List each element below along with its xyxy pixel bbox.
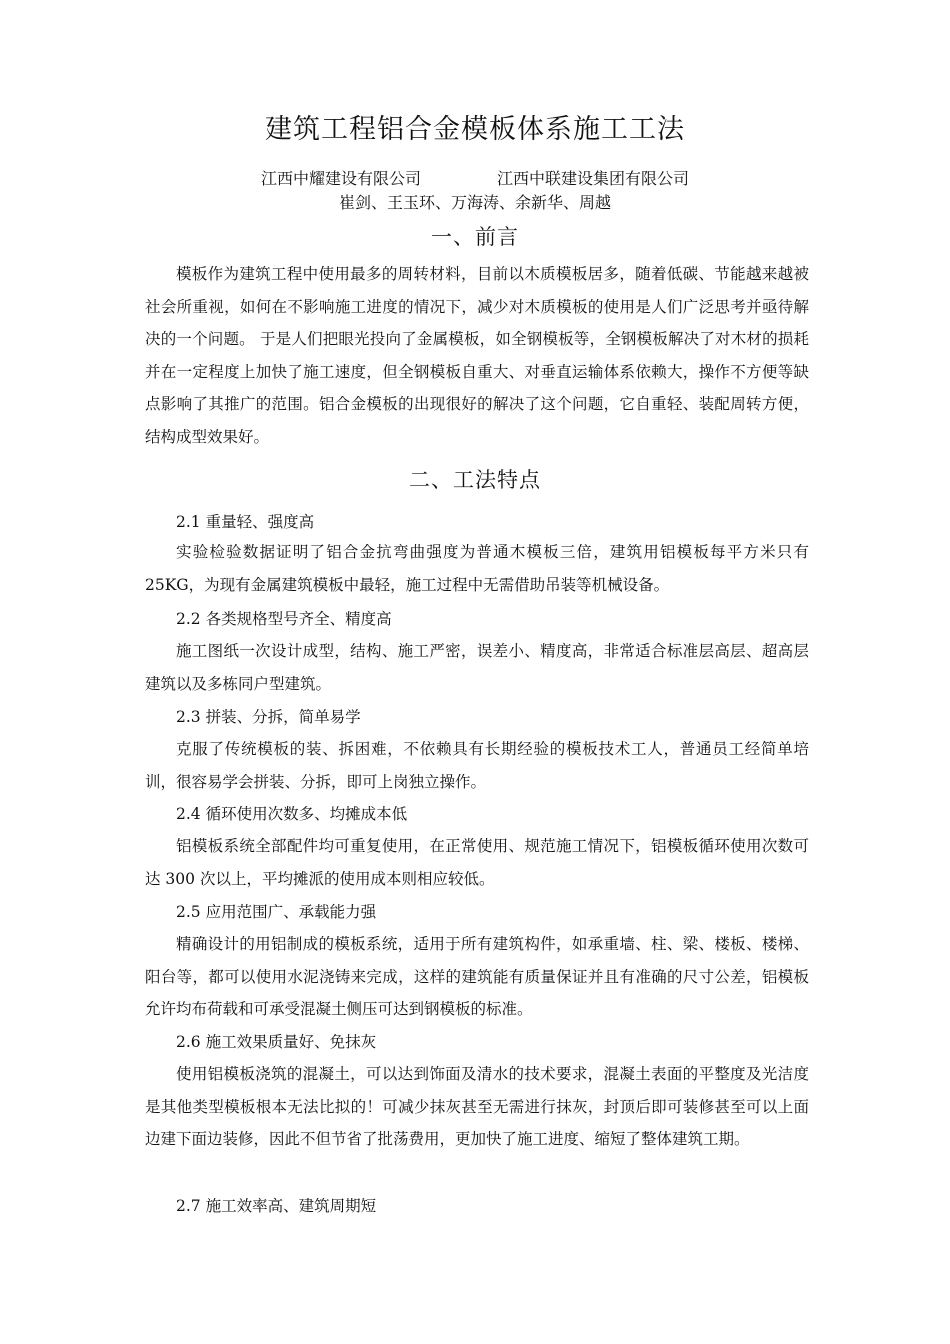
feature-title: 2.5 应用范围广、承载能力强 <box>176 903 377 921</box>
company-name: 江西中耀建设有限公司 <box>260 169 421 188</box>
feature-title: 2.4 循环使用次数多、均摊成本低 <box>176 805 408 823</box>
document-title: 建筑工程铝合金模板体系施工工法 <box>265 114 685 145</box>
feature-title: 2.1 重量轻、强度高 <box>176 513 315 531</box>
feature-body: 克服了传统模板的装、拆困难，不依赖具有长期经验的模板技术工人，普通员工经简单培训，很容易学会拼装、分拆，即可上岗独立操作。 <box>145 740 809 791</box>
preface-paragraph: 模板作为建筑工程中使用最多的周转材料，目前以木质模板居多，随着低碳、节能越来越被社会所重视，如何在不影响施工进度的情况下，减少对木质模板的使用是人们广泛思考并亟待解决的一个问题。 于是人们把眼光投向了金属模板，如全钢模板等，全钢模板解决了对木材的损耗并在一定程度上加快了施工速度，但全钢模板自重大、对垂直运输体系依赖大，操作不方便等缺点影响了其推广的范围。铝合金模板的出现很好的解决了这个问题，它自重轻、装配周转方便，结构成型效果好。 <box>145 265 809 446</box>
feature-title: 2.3 拼装、分拆，简单易学 <box>176 708 361 726</box>
feature-body: 施工图纸一次设计成型，结构、施工严密，误差小、精度高，非常适合标准层高层、超高层建筑以及多栋同户型建筑。 <box>145 642 809 693</box>
feature-body: 精确设计的用铝制成的模板系统，适用于所有建筑构件，如承重墙、柱、梁、楼板、楼梯、阳台等，都可以使用水泥浇铸来完成，这样的建筑能有质量保证并且有准确的尺寸公差，铝模板允许均布荷载和可承受混凝土侧压可达到钢模板的标准。 <box>145 935 809 1018</box>
feature-body: 实验检验数据证明了铝合金抗弯曲强度为普通木模板三倍，建筑用铝模板每平方米只有25KG，为现有金属建筑模板中最轻，施工过程中无需借助吊装等机械设备。 <box>145 543 809 594</box>
feature-body: 使用铝模板浇筑的混凝土，可以达到饰面及清水的技术要求，混凝土表面的平整度及光洁度是其他类型模板根本无法比拟的！可减少抹灰甚至无需进行抹灰，封顶后即可装修甚至可以上面边建下面边装修，因此不但节省了批荡费用，更加快了施工进度、缩短了整体建筑工期。 <box>145 1065 809 1148</box>
company-name: 江西中联建设集团有限公司 <box>497 169 690 188</box>
section-heading-preface: 一、前言 <box>431 225 519 249</box>
section-heading-features: 二、工法特点 <box>409 468 541 492</box>
feature-title: 2.6 施工效果质量好、免抹灰 <box>176 1033 377 1051</box>
feature-title: 2.7 施工效率高、建筑周期短 <box>176 1197 377 1215</box>
author-list: 崔剑、王玉环、万海涛、余新华、周越 <box>338 193 611 212</box>
feature-title: 2.2 各类规格型号齐全、精度高 <box>176 610 392 628</box>
feature-body: 铝模板系统全部配件均可重复使用，在正常使用、规范施工情况下，铝模板循环使用次数可达 300 次以上，平均摊派的使用成本则相应较低。 <box>145 837 809 888</box>
company-line <box>0 168 950 190</box>
